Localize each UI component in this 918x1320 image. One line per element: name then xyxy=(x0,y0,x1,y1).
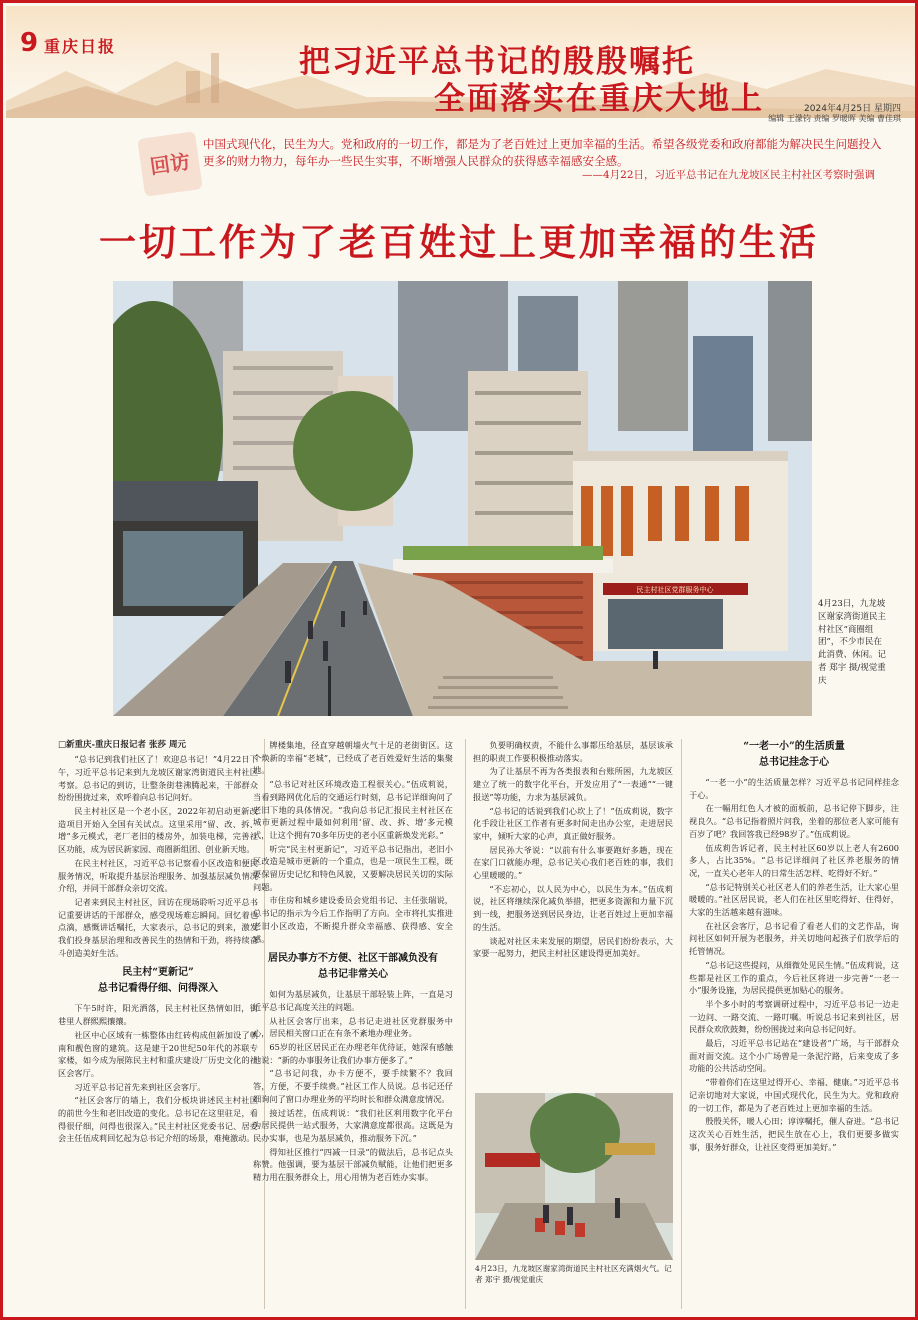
secondary-photo xyxy=(475,1093,673,1260)
issue-date: 2024年4月25日 星期四 xyxy=(804,104,901,114)
paragraph: 为了让基层不再为各类报表和台账所困，九龙坡区建立了统一的数字化平台，开发应用了“一表通”“一键报送”等功能，力求为基层减负。 xyxy=(473,766,673,802)
column-divider xyxy=(465,739,466,1309)
paragraph: 在社区会客厅，总书记看了看老人们的文艺作品，询问社区如何开展为老服务，并关切地问起孩子们放学后的托管情况。 xyxy=(689,920,899,957)
editor-credits: 编辑 王濛钧 责编 罗暖晖 美编 曹佳琪 xyxy=(768,114,901,123)
column-divider xyxy=(681,739,682,1309)
secondary-photo-caption: 4月23日，九龙坡区谢家湾街道民主村社区充满烟火气。记者 郑宇 摄/视觉重庆 xyxy=(475,1264,672,1285)
paragraph: 如何为基层减负，让基层干部轻装上阵，一直是习近平总书记高度关注的问题。 xyxy=(253,989,453,1012)
paragraph: 得知社区推行“四减一日录”的做法后，总书记点头称赞。他强调，要为基层干部减负赋能，让他们把更多精力用在服务群众上，用心用情为老百姓办实事。 xyxy=(253,1146,453,1183)
article-column-3 xyxy=(473,739,673,1089)
paragraph: “总书记对社区环境改造工程很关心。”伍成莉说，当看到路网优化后的交通运行时刻，总书记详细询问了老旧下地的具体情况。“我向总书记汇报民主村社区在城市更新过程中最如何利用‘留、改、拆、增’多元模式，让这个拥有70多年历史的老小区重新焕发光彩。” xyxy=(253,779,453,840)
article-column-4 xyxy=(689,739,899,1154)
paragraph: 牌楼集地，径直穿越朝墙火气十足的老街街区。这个焕新的幸福“老城”，已经成了老百姓爱好生活的集聚地。 xyxy=(253,740,453,776)
paragraph: “不忘初心，以人民为中心，以民生为本。”伍成莉说，社区将继续深化减负举措，把更多资源和力量下沉到一线，把服务送到居民身边，让老百姓过上更加幸福的生活。 xyxy=(473,883,673,932)
paragraph: 市住房和城乡建设委员会党组书记、主任张瑞说，总书记的指示为今后工作指明了方向。全市将扎实推进老旧小区改造，不断提升群众幸福感、获得感、安全感。 xyxy=(253,895,453,944)
paragraph: “带着你们在这里过得开心、幸福、健康。”习近平总书记亲切地对大家说，中国式现代化，民生为大。党和政府的一切工作，都是为了老百姓过上更加幸福的生活。 xyxy=(689,1077,899,1113)
paragraph: “总书记特别关心社区老人们的养老生活，让大家心里暖暖的。”社区居民说，老人们在社区里吃得好、住得好，大家的生活越来越有滋味。 xyxy=(689,881,899,918)
paragraph: 最后，习近平总书记站在“建设者”广场，与干部群众面对面交流。这个小广场曾是一条泥泞路，后来变成了多功能的公共活动空间。 xyxy=(689,1038,899,1074)
paragraph: 接过话茬，伍成莉说：“我们社区利用数字化平台为居民提供一站式服务，大家满意度都很高。这既是为民办实事，也是为基层减负，推动服务下沉。” xyxy=(253,1107,453,1143)
paragraph: 记者来到民主村社区，回访在现场聆听习近平总书记重要讲话的干部群众，感受现场难忘瞬间。回忆着也点滴，感慨讲话嘱托，大家表示，总书记的到来，激发我们投身基层治理和改善民生的热情和干劲，将持续奋斗创造美好生活。 xyxy=(58,896,258,958)
paragraph: “总书记的话说到我们心坎上了！”伍成莉说，数字化手段让社区工作者有更多时间走出办公室，走进居民家中，倾听大家的心声，真正做好服务。 xyxy=(473,805,673,841)
quote-source: ——4月22日，习近平总书记在九龙坡区民主村社区考察时强调 xyxy=(581,169,875,181)
paragraph: 谈起对社区未来发展的期望，居民们纷纷表示，大家要一起努力，把民主村社区建设得更加美好。 xyxy=(473,935,673,959)
paragraph: 居民孙大爷说：“以前有什么事要跑好多趟，现在在家门口就能办理，总书记关心我们老百姓的事，我们心里暖暖的。” xyxy=(473,844,673,881)
paragraph: 从社区会客厅出来，总书记走进社区党群服务中心，居民相关窗口正在有条不紊地办理业务。 xyxy=(253,1015,453,1039)
quote-text: 中国式现代化，民生为大。党和政府的一切工作，都是为了老百姓过上更加幸福的生活。希望各级党委和政府都能为解决民生问题投入更多的财力物力，每年办一些民生实事，不断增强人民群众的获得感幸福感安全感。 xyxy=(203,137,882,168)
series-headline-line1: 把习近平总书记的殷殷嘱托 xyxy=(299,44,695,80)
paragraph: 习近平总书记首先来到社区会客厅。 xyxy=(74,1081,206,1092)
paragraph: 民主村社区是一个老小区，2022年初启动更新改造项目开始入全国有关试点。这里采用“留、改、拆、增”多元模式，老厂老旧的楼房外，加装电梯，完善社区功能，成为居民新家园、商圈新组团、创业新天地。 xyxy=(58,805,258,855)
article-column-1 xyxy=(58,739,258,1146)
street-market-illustration xyxy=(475,1093,673,1260)
paragraph: “社区会客厅的墙上，我们分板块讲述民主村社区的前世今生和老旧改造的变化。总书记在这里驻足，看得很仔细，问得也很深入。”民主村社区党委书记、居委会主任伍成莉回忆起为总书记介绍的场景，难掩激动。 xyxy=(58,1095,258,1144)
paragraph: 听完“民主村更新记”，习近平总书记指出，老旧小区改造是城市更新的一个重点，也是一项民生工程，既要保留历史记忆和特色风貌，又要解决居民关切的实际问题。 xyxy=(253,843,453,892)
paragraph: 在民主村社区，习近平总书记察看小区改造和便民服务情况，听取提升基层治理服务、加强基层减负情况介绍，并同干部群众亲切交流。 xyxy=(58,857,258,894)
main-photo xyxy=(113,281,812,716)
subheading-1: 民主村“更新记” 总书记看得仔细、问得深入 xyxy=(98,967,218,995)
paragraph: 社区中心区域有一栋整体由红砖构成但新加设了朝南和靓色窗的建筑。这是建于20世纪50年代的苏联专家楼，如今成为展陈民主村和重庆建设厂历史文化的社区会客厅。 xyxy=(58,1029,258,1078)
paragraph: 在一幅用红色人才被的面板前，总书记停下脚步，注视良久。“总书记指着照片问我，坐着的那位老人家可能有百岁了吧？我回答我已经98岁了。”伍成莉说。 xyxy=(689,803,899,839)
paragraph: 殷殷关怀，暖人心田；谆谆嘱托，催人奋进。“总书记这次关心百姓生活，把民生放在心上，我们更要多做实事，服务好群众，让社区变得更加美好。” xyxy=(689,1116,899,1152)
series-headline-line2: 全面落实在重庆大地上 xyxy=(434,81,764,117)
building-sign-text: 民主村社区党群服务中心 xyxy=(636,586,714,594)
article-title: 一切工作为了老百姓过上更加幸福的生活 xyxy=(99,220,819,264)
subheading-3: “一老一小”的生活质量 总书记挂念于心 xyxy=(743,741,845,768)
article-column-2 xyxy=(253,739,453,1185)
paragraph: 伍成莉告诉记者，民主村社区60岁以上老人有2600多人，占比35%。“总书记详细问了社区养老服务的情况，一直关心老年人的日常生活怎样、吃得好不好。” xyxy=(689,842,899,878)
paragraph: 下午5时许，阳光洒落，民主村社区热情如旧，街巷里人群熙熙攘攘。 xyxy=(58,1003,258,1027)
paragraph: “总书记这些提问，从细微处见民生情。”伍成莉说，这些都是社区工作的重点，今后社区将进一步完善“一老一小”服务设施，为居民提供更加贴心的服务。 xyxy=(689,959,899,996)
paragraph: “总书记问我，办卡方便不，要手续繁不？我回答，方便，不要手续费。”社区工作人员说。总书记还仔细询问了窗口办理业务的平均时长和群众满意度情况。 xyxy=(253,1068,453,1104)
paragraph: “总书记到我们社区了！欢迎总书记！”4月22日下午，习近平总书记来到九龙坡区谢家湾街道民主村社区考察。总书记的到访，让整条街巷沸腾起来，干部群众纷纷围拢过来，欢呼着向总书记问好。 xyxy=(58,754,258,803)
paragraph: 65岁的社区居民正在办理老年优待证，她深有感触地说：“新的办事服务让我们办事方便多了。” xyxy=(253,1042,453,1065)
street-scene-illustration xyxy=(113,281,812,716)
page-number: 9 xyxy=(20,28,39,58)
paragraph: 负要明确权责，不能什么事都压给基层，基层该承担的职责工作要积极推动落实。 xyxy=(473,740,673,763)
paragraph: “一老一小”的生活质量怎样？习近平总书记同样挂念于心。 xyxy=(689,777,899,800)
revisit-stamp: 回访 xyxy=(137,131,203,197)
masthead xyxy=(6,6,915,118)
paragraph: 半个多小时的考察调研过程中，习近平总书记一边走一边问、一路交流、一路叮嘱。听说总书记来到社区，居民群众欢欣鼓舞，纷纷围拢过来向总书记问好。 xyxy=(689,998,899,1035)
subheading-2: 居民办事方不方便、社区干部减负没有 总书记非常关心 xyxy=(268,953,438,981)
paper-name: 重庆日报 xyxy=(44,37,117,56)
byline: □新重庆-重庆日报记者 张莎 周元 xyxy=(58,740,186,750)
main-photo-caption: 4月23日，九龙坡区谢家湾街道民主村社区“商圈组团”，不少市民在此消费、休闲。记者 郑宇 摄/视觉重庆 xyxy=(818,599,887,686)
